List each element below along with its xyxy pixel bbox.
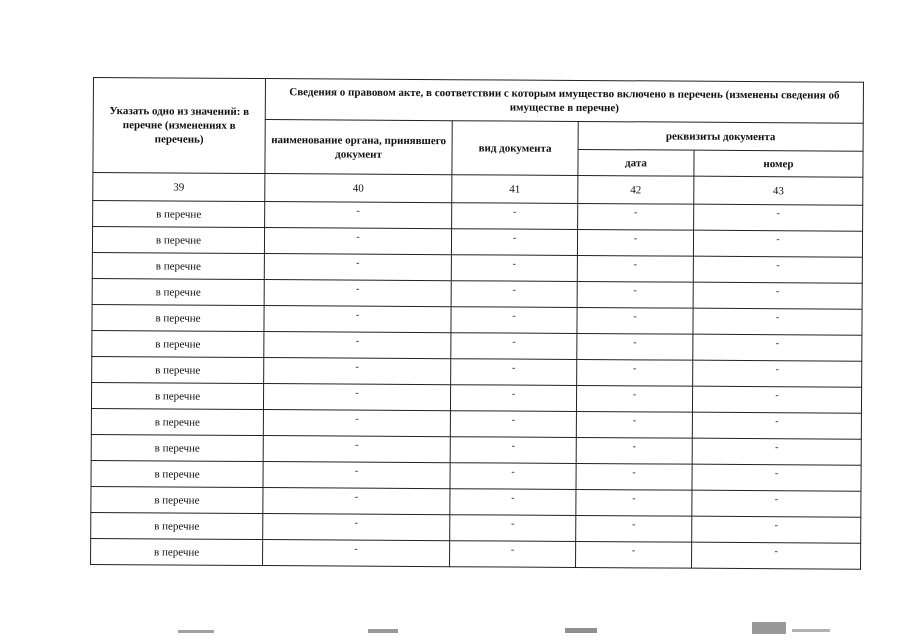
number-cell [692, 542, 861, 569]
scan-artifact [792, 629, 830, 632]
document-type-cell [451, 359, 577, 386]
issuing-organ-cell-value: - [355, 439, 359, 451]
issuing-organ-cell [263, 488, 450, 515]
date-cell [576, 463, 692, 490]
number-cell [692, 438, 861, 465]
scan-artifact [565, 628, 597, 633]
issuing-organ-cell [264, 254, 451, 281]
number-cell-value: - [774, 520, 778, 532]
document-type-cell-value: - [511, 466, 515, 478]
date-cell-value: - [633, 259, 638, 271]
document-type-cell-value: - [511, 492, 515, 504]
date-cell [576, 541, 692, 568]
status-cell-value: в перечне [154, 415, 200, 429]
document-type-cell [450, 411, 576, 438]
status-cell-value: в перечне [154, 493, 200, 507]
issuing-organ-cell [264, 306, 451, 333]
status-cell [91, 460, 263, 487]
document-type-cell [452, 203, 578, 230]
column-number: 39 [93, 173, 265, 202]
document-type-cell [451, 255, 577, 282]
issuing-organ-cell-value: - [356, 231, 360, 243]
issuing-organ-cell-value: - [354, 465, 359, 477]
number-cell-value: - [775, 416, 779, 428]
date-cell-value: - [632, 519, 636, 531]
date-cell [576, 385, 692, 412]
column-number: 41 [452, 175, 578, 204]
issuing-organ-cell [264, 280, 451, 307]
document-type-cell-value: - [510, 544, 515, 556]
number-cell-value: - [774, 546, 778, 558]
status-column-header: Указать одно из значений: в перечне (изменениях в перечень) [93, 78, 266, 174]
issuing-organ-header: наименование органа, принявшего документ [265, 120, 452, 175]
number-cell-value: - [775, 312, 780, 324]
number-cell [693, 230, 862, 257]
status-cell-value: в перечне [155, 233, 202, 247]
document-type-cell-value: - [512, 310, 516, 322]
date-cell-value: - [633, 337, 637, 349]
legal-act-group-header: Сведения о правовом акте, в соответствии с которым имущество включено в перечень (изменены сведения об имуществе в перечне) [265, 79, 863, 124]
number-cell [693, 256, 862, 283]
document-type-cell [451, 333, 577, 360]
date-cell-value: - [632, 441, 636, 453]
document-type-cell-value: - [511, 440, 515, 452]
document-type-cell-value: - [512, 258, 517, 270]
number-cell [692, 516, 861, 543]
status-cell [91, 382, 263, 409]
status-cell-value: в перечне [156, 207, 202, 221]
issuing-organ-cell-value: - [355, 335, 360, 347]
scan-artifact [368, 629, 398, 633]
date-cell-value: - [633, 285, 637, 297]
document-type-cell [450, 515, 576, 542]
issuing-organ-cell [264, 228, 451, 255]
document-type-cell-value: - [512, 362, 516, 374]
number-cell [694, 204, 863, 231]
document-type-cell [450, 463, 576, 490]
issuing-organ-cell [265, 202, 452, 229]
status-cell [92, 356, 264, 383]
date-cell [577, 281, 693, 308]
status-cell [92, 304, 264, 331]
date-cell-value: - [631, 545, 636, 557]
date-cell [577, 333, 693, 360]
document-type-cell [451, 307, 577, 334]
number-cell [693, 308, 862, 335]
date-cell [577, 229, 693, 256]
number-cell-value: - [776, 286, 780, 298]
column-number: 43 [694, 176, 863, 205]
issuing-organ-cell-value: - [354, 517, 358, 529]
date-cell-value: - [633, 207, 638, 219]
status-cell [91, 538, 263, 565]
status-cell [91, 486, 263, 513]
number-cell [692, 490, 861, 517]
status-cell-value: в перечне [155, 285, 201, 299]
status-cell [92, 252, 264, 279]
issuing-organ-cell-value: - [355, 309, 360, 321]
document-type-cell-value: - [511, 518, 515, 530]
number-cell [692, 412, 861, 439]
status-cell-value: в перечне [155, 259, 201, 273]
number-cell-value: - [775, 338, 780, 350]
scan-artifact [178, 630, 214, 633]
number-cell [692, 464, 861, 491]
status-cell-value: в перечне [154, 545, 200, 559]
date-cell [577, 359, 693, 386]
number-cell [693, 282, 862, 309]
issuing-organ-cell-value: - [356, 257, 360, 269]
document-type-cell-value: - [511, 414, 516, 426]
number-cell [693, 360, 862, 387]
number-cell-value: - [776, 234, 780, 246]
issuing-organ-cell [263, 540, 450, 567]
status-cell [93, 201, 265, 228]
status-cell [92, 278, 264, 305]
status-cell-value: в перечне [154, 441, 200, 455]
status-cell-value: в перечне [154, 467, 200, 481]
document-type-cell [451, 229, 577, 256]
number-cell-value: - [775, 442, 779, 454]
status-cell-value: в перечне [154, 389, 201, 403]
number-cell-value: - [774, 468, 779, 480]
status-cell [91, 434, 263, 461]
document-type-header: вид документа [452, 121, 578, 176]
date-cell-value: - [633, 233, 638, 245]
table-row [91, 538, 861, 569]
date-cell [576, 437, 692, 464]
document-type-cell [450, 541, 576, 568]
document-type-cell-value: - [512, 232, 517, 244]
status-cell-value: в перечне [155, 363, 201, 377]
document-requisites-header: реквизиты документа [578, 121, 863, 151]
issuing-organ-cell [263, 436, 450, 463]
date-cell [578, 203, 694, 230]
column-number: 40 [265, 174, 452, 203]
document-type-cell-value: - [512, 336, 516, 348]
date-cell [576, 489, 692, 516]
number-cell [693, 334, 862, 361]
number-cell-value: - [774, 494, 779, 506]
date-cell [577, 307, 693, 334]
issuing-organ-cell-value: - [355, 387, 359, 399]
number-cell-value: - [775, 364, 779, 376]
column-number: 42 [578, 175, 694, 204]
document-type-cell [451, 281, 577, 308]
status-cell [91, 408, 263, 435]
number-cell [692, 386, 861, 413]
issuing-organ-cell-value: - [356, 205, 360, 217]
issuing-organ-cell-value: - [355, 413, 359, 425]
date-cell [576, 515, 692, 542]
document-type-cell [450, 489, 576, 516]
status-cell-value: в перечне [155, 311, 201, 325]
issuing-organ-cell [263, 410, 450, 437]
number-cell-value: - [776, 260, 780, 272]
issuing-organ-cell [263, 384, 450, 411]
date-cell-value: - [633, 363, 637, 375]
issuing-organ-cell-value: - [354, 543, 358, 555]
date-cell-value: - [632, 415, 637, 427]
date-cell-value: - [632, 389, 637, 401]
status-cell [91, 512, 263, 539]
issuing-organ-cell [263, 462, 450, 489]
status-cell [92, 227, 264, 254]
number-cell-value: - [775, 390, 779, 402]
document-type-cell-value: - [512, 206, 517, 218]
date-cell-value: - [633, 311, 637, 323]
date-cell [577, 255, 693, 282]
number-header: номер [694, 150, 863, 177]
document-type-cell [450, 437, 576, 464]
property-registry-table [90, 77, 864, 570]
scan-artifact [752, 622, 786, 634]
issuing-organ-cell [264, 332, 451, 359]
document-type-cell-value: - [511, 388, 516, 400]
date-cell-value: - [632, 493, 636, 505]
issuing-organ-cell [264, 358, 451, 385]
status-cell-value: в перечне [155, 337, 201, 351]
date-header: дата [578, 149, 694, 176]
date-cell-value: - [632, 467, 636, 479]
issuing-organ-cell [263, 514, 450, 541]
registry-rows [91, 201, 863, 570]
number-cell-value: - [776, 208, 780, 220]
issuing-organ-cell-value: - [355, 361, 359, 373]
status-cell-value: в перечне [154, 519, 200, 533]
document-type-cell-value: - [512, 284, 516, 296]
date-cell [576, 411, 692, 438]
document-type-cell [450, 385, 576, 412]
issuing-organ-cell-value: - [354, 491, 359, 503]
issuing-organ-cell-value: - [356, 283, 360, 295]
status-cell [92, 330, 264, 357]
